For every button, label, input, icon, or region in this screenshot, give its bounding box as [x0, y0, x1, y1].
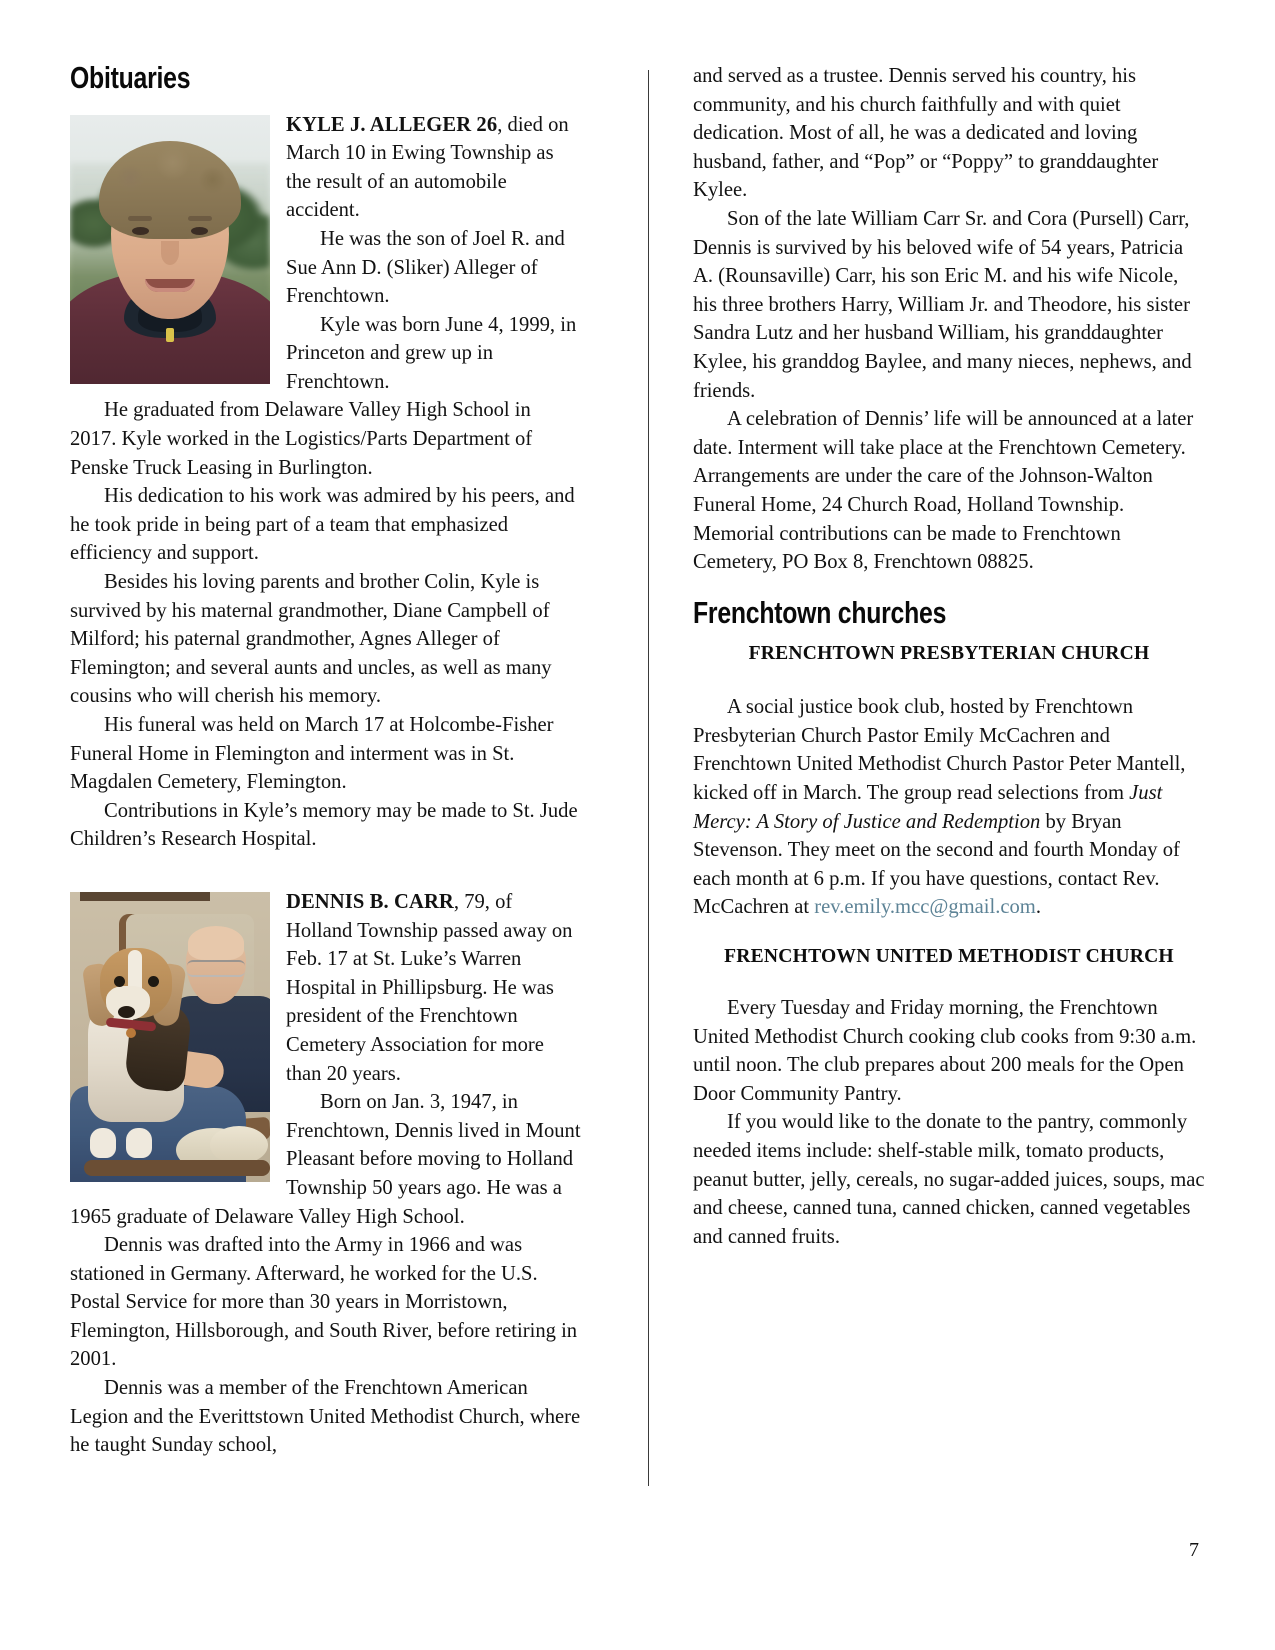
right-column — [693, 62, 1205, 1492]
kyle-paragraph-5: Besides his loving parents and brother Colin, Kyle is survived by his maternal grandmother, Diane Campbell of Milford; his paternal grandmother, Agnes Alleger of Flemington; and several aunts and uncles, as well as many cousins who will cherish his memory. — [70, 571, 552, 708]
kyle-paragraph-4: His dedication to his work was admired by his peers, and he took pride in being part of a team that emphasized efficiency and support. — [70, 485, 575, 565]
dennis-paragraph-1: Born on Jan. 3, 1947, in Frenchtown, Dennis lived in Mount Pleasant before moving to Holland Township 50 years ago. He was a 1965 graduate of Delaware Valley High School. — [70, 1091, 581, 1228]
dennis-lead-name: DENNIS B. CARR — [286, 890, 454, 913]
carr-continuation-paragraph-1: and served as a trustee. Dennis served his country, his community, and his church faithfully and with quiet dedication. Most of all, he was a dedicated and loving husband, father, and “Pop” or “Poppy” to granddaughter Kylee. — [693, 65, 1159, 202]
kyle-paragraph-1: He was the son of Joel R. and Sue Ann D. (Sliker) Alleger of Frenchtown. — [286, 227, 565, 308]
obituary-kyle-alleger — [70, 111, 582, 854]
dennis-lead-rest: , 79, of Holland Township passed away on Feb. 17 at St. Luke’s Warren Hospital in Phillipsburg. He was president of the Frenchtown Cemetery Association for more than 20 years. — [286, 890, 573, 1085]
two-column-layout — [70, 62, 1205, 1492]
methodist-paragraph-2: If you would like to the donate to the pantry, commonly needed items include: shelf-stable milk, tomato products, peanut butter, jelly, cereals, no sugar-added juices, soups, mac and cheese, canned tuna, canned chicken, canned vegetables and canned fruits. — [693, 1111, 1205, 1248]
column-divider — [604, 62, 693, 1492]
presbyterian-paragraph — [693, 693, 1205, 922]
obituary-dennis-carr — [70, 888, 582, 1460]
kyle-paragraph-2: Kyle was born June 4, 1999, in Princeton and grew up in Frenchtown. — [286, 313, 577, 393]
email-link-mccachren[interactable]: rev.emily.mcc@gmail.com — [814, 896, 1036, 919]
methodist-church-text — [693, 994, 1205, 1251]
carr-continuation-paragraph-3: A celebration of Dennis’ life will be announced at a later date. Interment will take place at the Frenchtown Cemetery. Arrangements are under the care of the Johnson-Walton Funeral Home, 24 Church Road, Holland Township. Memorial contributions can be made to Frenchtown Cemetery, PO Box 8, Frenchtown 08825. — [693, 408, 1194, 574]
presbyterian-text-after-title: by Bryan Stevenson. They meet on the second and fourth Monday of each month at 6 p.m. If you have questions, contact Rev. McCachren at — [693, 810, 1180, 919]
page-number: 7 — [1189, 1539, 1199, 1561]
dennis-paragraph-3: Dennis was a member of the Frenchtown American Legion and the Everittstown United Methodist Church, where he taught Sunday school, — [70, 1377, 581, 1457]
dennis-carr-with-dog-photo — [70, 892, 270, 1182]
carr-continuation-paragraph-2: Son of the late William Carr Sr. and Cora (Pursell) Carr, Dennis is survived by his beloved wife of 54 years, Patricia A. (Rounsaville) Carr, his son Eric M. and his wife Nicole, his three brothers Harry, William Jr. and Theodore, his sister Sandra Lutz and her husband William, his granddaughter Kylee, his granddog Baylee, and many nieces, nephews, and friends. — [693, 207, 1192, 402]
kyle-paragraph-7: Contributions in Kyle’s memory may be made to St. Jude Children’s Research Hospital. — [70, 799, 578, 851]
kyle-paragraph-6: His funeral was held on March 17 at Holcombe-Fisher Funeral Home in Flemington and interment was in St. Magdalen Cemetery, Flemington. — [70, 714, 554, 794]
kyle-lead-name: KYLE J. ALLEGER 26 — [286, 113, 498, 136]
left-column — [70, 62, 604, 1492]
obituaries-heading: Obituaries — [70, 60, 191, 95]
presbyterian-text-before-title: A social justice book club, hosted by Frenchtown Presbyterian Church Pastor Emily McCachren and Frenchtown United Methodist Church Pastor Peter Mantell, kicked off in March. The group read selections from — [693, 696, 1186, 805]
church-heading-methodist: FRENCHTOWN UNITED METHODIST CHURCH — [724, 945, 1174, 967]
methodist-paragraph-1: Every Tuesday and Friday morning, the Frenchtown United Methodist Church cooking club cooks from 9:30 a.m. until noon. The club prepares about 200 meals for the Open Door Community Pantry. — [693, 996, 1197, 1105]
kyle-lead-rest: , died on March 10 in Ewing Township as the result of an automobile accident. — [286, 113, 569, 222]
kyle-paragraph-3: He graduated from Delaware Valley High School in 2017. Kyle worked in the Logistics/Parts Department of Penske Truck Leasing in Burlington. — [70, 399, 533, 479]
book-title: Just Mercy: A Story of Justice and Redemption — [693, 782, 1163, 833]
frenchtown-churches-heading: Frenchtown churches — [693, 594, 947, 630]
presbyterian-church-text — [693, 693, 1205, 922]
dennis-paragraph-2: Dennis was drafted into the Army in 1966 and was stationed in Germany. Afterward, he worked for the U.S. Postal Service for more than 30 years in Morristown, Flemington, Hillsborough, and South River, before retiring in 2001. — [70, 1234, 578, 1371]
presbyterian-text-end: . — [1035, 896, 1041, 919]
dennis-obituary-continuation — [693, 62, 1205, 577]
kyle-alleger-portrait — [70, 115, 270, 384]
vertical-rule — [648, 70, 649, 1486]
church-heading-presbyterian: FRENCHTOWN PRESBYTERIAN CHURCH — [748, 643, 1150, 665]
